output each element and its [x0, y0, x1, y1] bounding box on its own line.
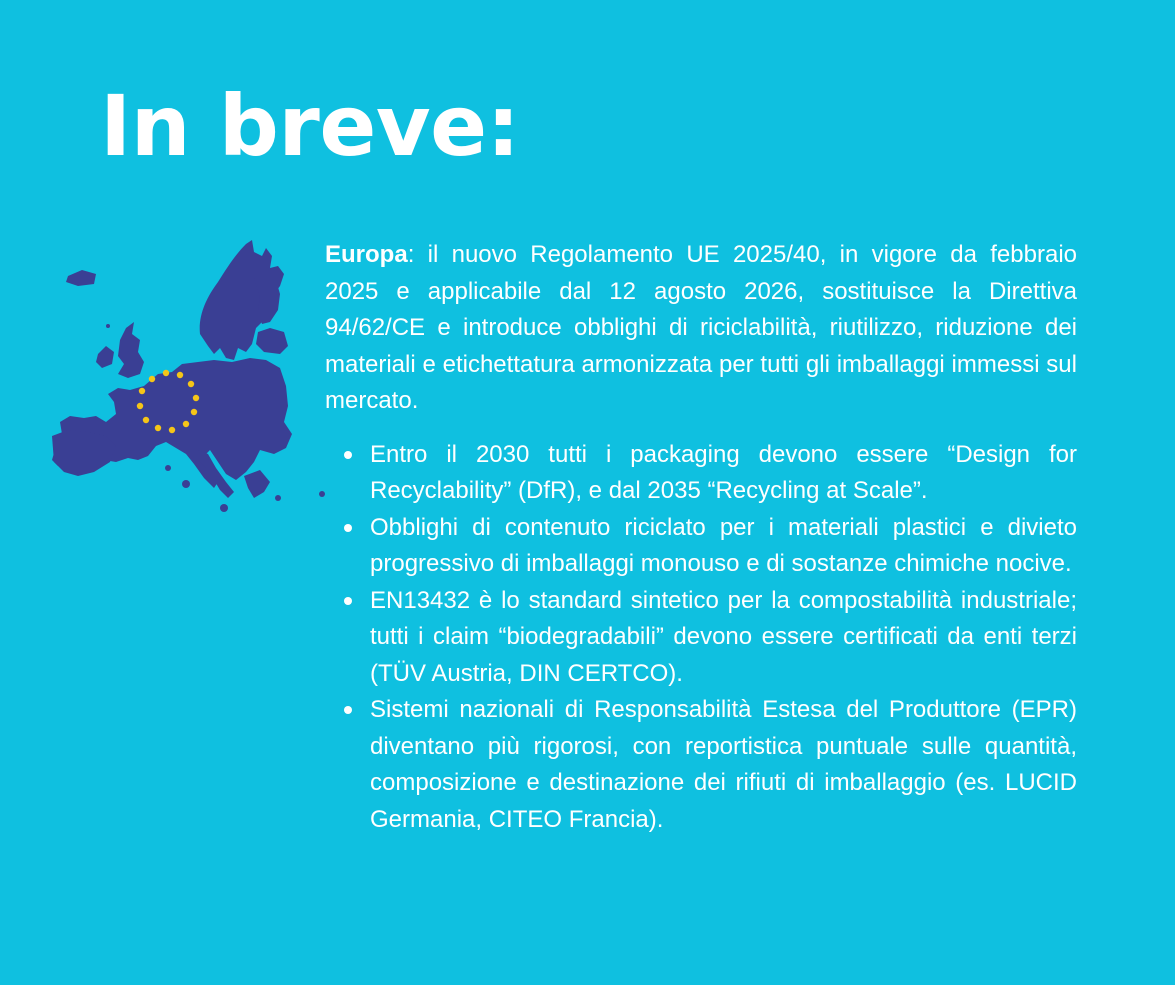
bullet-dot-icon: [344, 597, 352, 605]
bullet-dot-icon: [344, 524, 352, 532]
intro-bold-label: Europa: [325, 241, 408, 268]
intro-text: : il nuovo Regolamento UE 2025/40, in vigore da febbraio 2025 e applicabile dal 12 agosto 2026, sostituisce la Direttiva 94/62/CE e introduce obblighi di riciclabilità, riutilizzo, riduzione dei materiali e etichettatura armonizzata per tutti gli imballaggi immessi sul mercato.: [325, 241, 1077, 414]
intro-paragraph: [325, 237, 1077, 420]
page-title: In breve:: [100, 77, 520, 175]
list-item: [325, 437, 1077, 510]
list-item-text: EN13432 è lo standard sintetico per la compostabilità industriale; tutti i claim “biodegradabili” devono essere certificati da enti terzi (TÜV Austria, DIN CERTCO).: [370, 586, 1077, 687]
list-item-text: Sistemi nazionali di Responsabilità Estesa del Produttore (EPR) diventano più rigorosi, con reportistica puntuale sulle quantità, composizione e destinazione dei rifiuti di imballaggio (es. LUCID Germania, CITEO Francia).: [370, 696, 1077, 833]
list-item-text: Obblighi di contenuto riciclato per i materiali plastici e divieto progressivo di imballaggi monouso e di sostanze chimiche nocive.: [370, 513, 1077, 577]
content-block: [325, 237, 1077, 838]
list-item: [325, 692, 1077, 838]
list-item: [325, 510, 1077, 583]
bullet-list: [325, 437, 1077, 839]
list-item: [325, 583, 1077, 693]
eu-map-icon: [48, 236, 330, 521]
bullet-dot-icon: [344, 451, 352, 459]
bullet-dot-icon: [344, 706, 352, 714]
list-item-text: Entro il 2030 tutti i packaging devono essere “Design for Recyclability” (DfR), e dal 2035 “Recycling at Scale”.: [370, 440, 1077, 504]
